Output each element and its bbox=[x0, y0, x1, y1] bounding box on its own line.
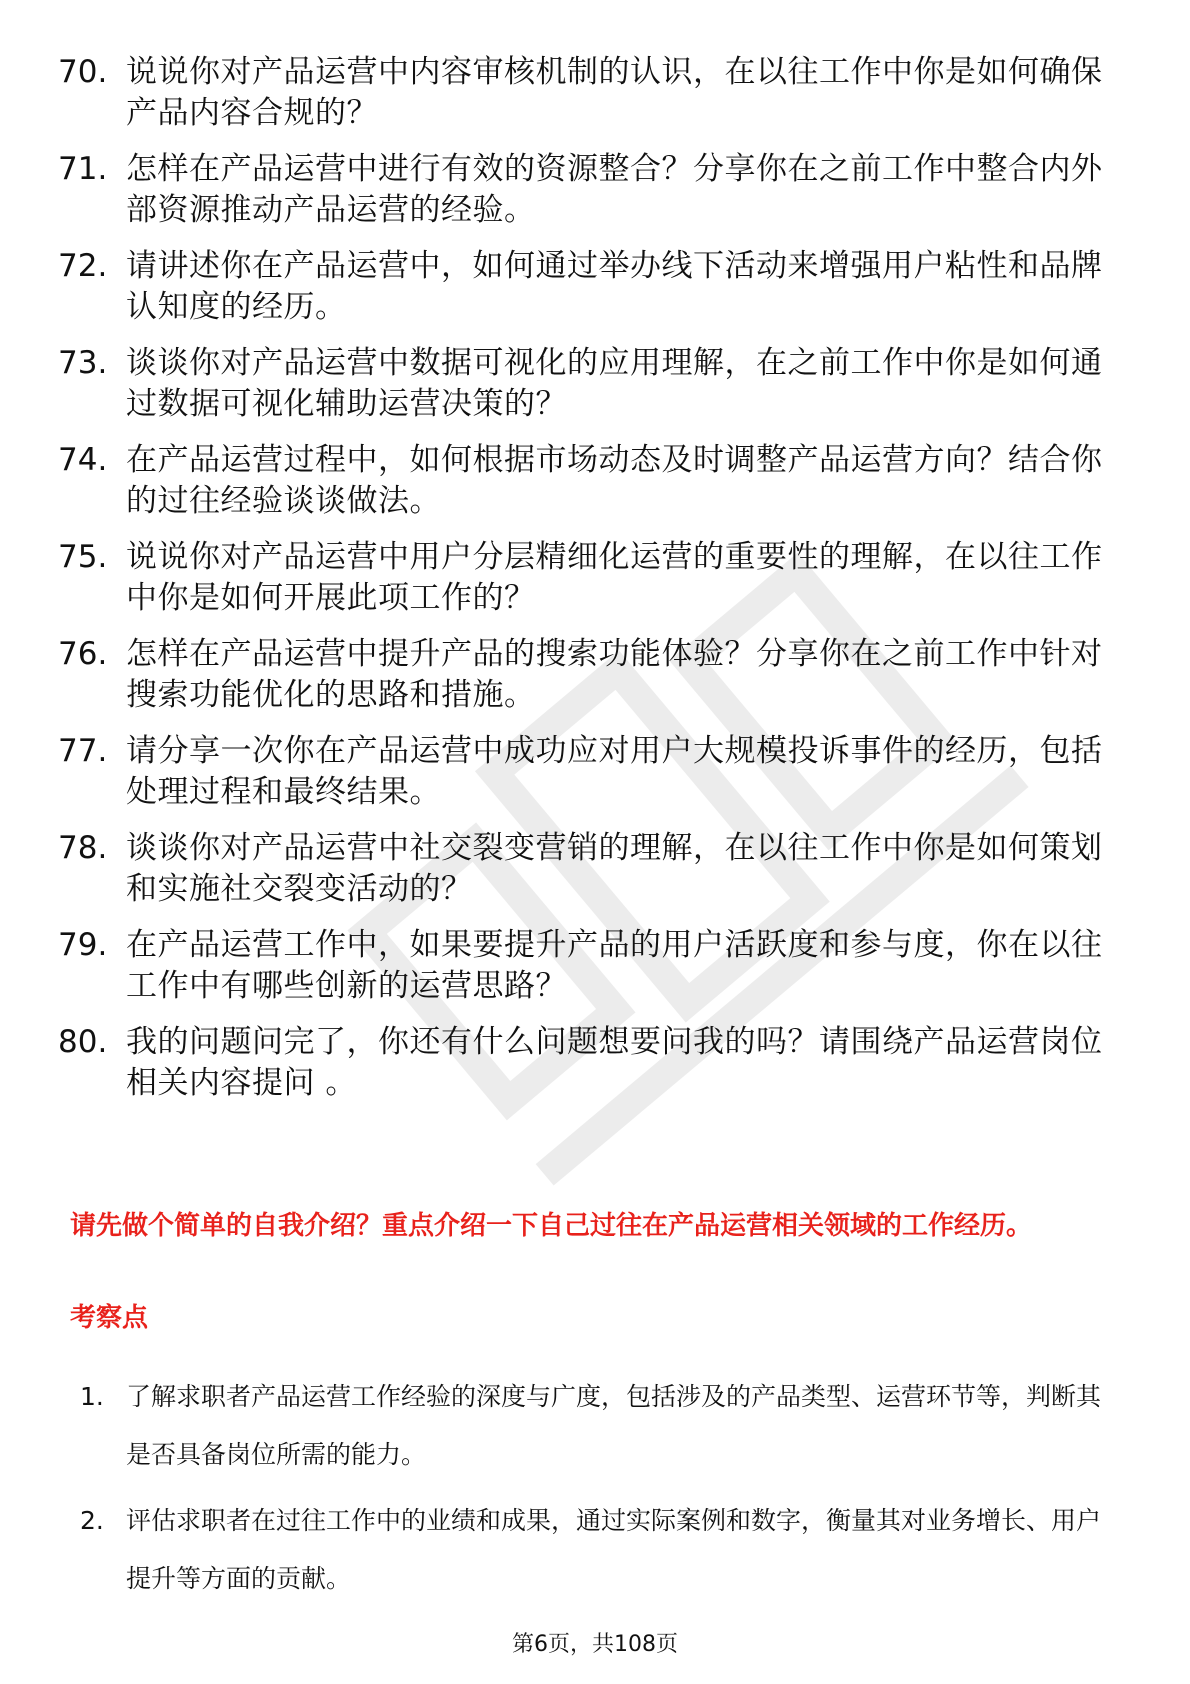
question-text: 怎样在产品运营中进行有效的资源整合？分享你在之前工作中整合内外部资源推动产品运营的经验。 bbox=[126, 151, 1103, 228]
question-item bbox=[58, 246, 1120, 328]
question-text: 在产品运营过程中，如何根据市场动态及时调整产品运营方向？结合你的过往经验谈谈做法。 bbox=[126, 442, 1103, 519]
highlight-question: 请先做个简单的自我介绍？重点介绍一下自己过往在产品运营相关领域的工作经历。 bbox=[70, 1211, 1033, 1241]
question-text: 我的问题问完了，你还有什么问题想要问我的吗？请围绕产品运营岗位相关内容提问 。 bbox=[126, 1024, 1103, 1101]
question-item bbox=[58, 1022, 1120, 1104]
question-number: 73. bbox=[58, 345, 108, 381]
question-item bbox=[58, 52, 1120, 134]
assessment-point bbox=[80, 1492, 1120, 1608]
assessment-point bbox=[80, 1368, 1120, 1484]
question-number: 79. bbox=[58, 927, 108, 963]
question-number: 80. bbox=[58, 1024, 108, 1060]
question-text: 说说你对产品运营中内容审核机制的认识，在以往工作中你是如何确保产品内容合规的？ bbox=[126, 54, 1103, 131]
question-text: 怎样在产品运营中提升产品的搜索功能体验？分享你在之前工作中针对搜索功能优化的思路和措施。 bbox=[126, 636, 1103, 713]
question-item bbox=[58, 343, 1120, 425]
page-footer: 第6页，共108页 bbox=[512, 1632, 678, 1657]
question-text: 谈谈你对产品运营中社交裂变营销的理解，在以往工作中你是如何策划和实施社交裂变活动的？ bbox=[126, 830, 1103, 907]
question-number: 75. bbox=[58, 539, 108, 575]
question-item bbox=[58, 925, 1120, 1007]
assessment-points-list bbox=[80, 1368, 1120, 1616]
question-item bbox=[58, 634, 1120, 716]
question-text: 谈谈你对产品运营中数据可视化的应用理解，在之前工作中你是如何通过数据可视化辅助运营决策的？ bbox=[126, 345, 1103, 422]
question-number: 72. bbox=[58, 248, 108, 284]
point-text: 评估求职者在过往工作中的业绩和成果，通过实际案例和数字，衡量其对业务增长、用户提升等方面的贡献。 bbox=[126, 1506, 1102, 1593]
question-text: 在产品运营工作中，如果要提升产品的用户活跃度和参与度，你在以往工作中有哪些创新的运营思路？ bbox=[126, 927, 1103, 1004]
point-text: 了解求职者产品运营工作经验的深度与广度，包括涉及的产品类型、运营环节等，判断其是否具备岗位所需的能力。 bbox=[126, 1382, 1102, 1469]
question-number: 70. bbox=[58, 54, 108, 90]
question-number: 77. bbox=[58, 733, 108, 769]
question-text: 说说你对产品运营中用户分层精细化运营的重要性的理解，在以往工作中你是如何开展此项工作的？ bbox=[126, 539, 1103, 616]
question-item bbox=[58, 731, 1120, 813]
question-number: 71. bbox=[58, 151, 108, 187]
question-item bbox=[58, 828, 1120, 910]
point-number: 2. bbox=[80, 1506, 104, 1535]
question-item bbox=[58, 537, 1120, 619]
question-list bbox=[58, 52, 1120, 1119]
question-text: 请分享一次你在产品运营中成功应对用户大规模投诉事件的经历，包括处理过程和最终结果。 bbox=[126, 733, 1103, 810]
question-text: 请讲述你在产品运营中，如何通过举办线下活动来增强用户粘性和品牌认知度的经历。 bbox=[126, 248, 1103, 325]
section-title: 考察点 bbox=[70, 1303, 149, 1333]
question-number: 78. bbox=[58, 830, 108, 866]
question-item bbox=[58, 440, 1120, 522]
question-number: 74. bbox=[58, 442, 108, 478]
question-number: 76. bbox=[58, 636, 108, 672]
point-number: 1. bbox=[80, 1382, 104, 1411]
question-item bbox=[58, 149, 1120, 231]
